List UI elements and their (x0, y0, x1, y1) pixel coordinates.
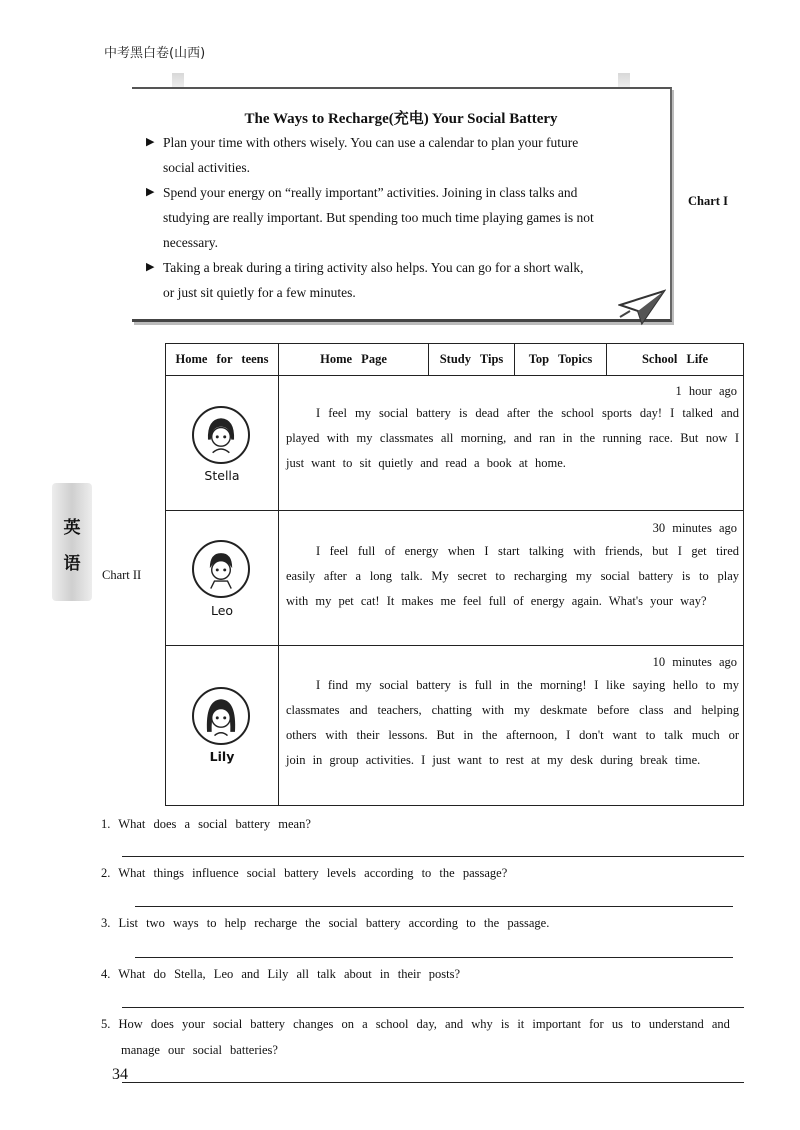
answer-line-4[interactable] (122, 1007, 744, 1008)
tip-2-line-3: necessary. (163, 235, 218, 250)
posts-table (165, 375, 744, 806)
chart2-label: Chart II (102, 568, 142, 582)
side-tab-char-2: 语 (63, 554, 81, 574)
avatar-lily-icon (192, 687, 250, 745)
avatar-leo-icon (192, 540, 250, 598)
header-title: 中考黑白卷(山西) (104, 46, 206, 61)
forum-nav-bar (165, 343, 744, 376)
answer-line-3[interactable] (135, 957, 733, 958)
post-lily (166, 645, 743, 805)
username: Lily (209, 749, 235, 764)
post-time: 10 minutes ago (652, 655, 737, 669)
post-stella (166, 375, 743, 510)
chart1-card (132, 87, 672, 322)
chart1-title: The Ways to Recharge(充电) Your Social Battery (244, 111, 558, 127)
tip-1-line-2: social activities. (163, 160, 250, 175)
post-avatar-col (166, 375, 279, 510)
question-4: 4. What do Stella, Leo and Lily all talk about in their posts? (101, 967, 461, 981)
nav-home-page[interactable]: Home Page (279, 344, 429, 375)
post-time: 30 minutes ago (652, 521, 737, 535)
post-text: I feel my social battery is dead after the school sports day! I talked and played with my classmates all morning, and ran in the running race. But now I just want to sit quietly and read a book at home. (286, 406, 739, 470)
tip-1 (146, 130, 646, 180)
nav-top-topics[interactable]: Top Topics (515, 344, 607, 375)
bullet-icon: ▶ (146, 186, 155, 198)
post-text: I find my social battery is full in the morning! I like saying hello to my classmates and teachers, chatting with my deskmate before class and helping others with their lessons. But in the afternoon, I don't want to talk much or join in group activities. I just want to rest at my desk during break time. (286, 678, 739, 767)
tip-3-line-2: or just sit quietly for a few minutes. (163, 285, 356, 300)
post-time: 1 hour ago (675, 384, 737, 398)
tip-3-line-1: Taking a break during a tiring activity also helps. You can go for a short walk, (163, 260, 584, 275)
tip-2-line-1: Spend your energy on “really important” activities. Joining in class talks and (163, 185, 578, 200)
side-tab (52, 483, 92, 601)
page-number: 34 (112, 1066, 128, 1083)
question-5-cont: manage our social batteries? (121, 1043, 278, 1057)
tip-2-line-2: studying are really important. But spending too much time playing games is not (163, 210, 594, 225)
avatar-stella-icon (192, 406, 250, 464)
chart1-label: Chart I (688, 194, 728, 208)
question-2: 2. What things influence social battery levels according to the passage? (101, 866, 508, 880)
username: Leo (210, 603, 234, 618)
bullet-icon: ▶ (146, 261, 155, 273)
tip-2 (146, 180, 646, 255)
bullet-icon: ▶ (146, 136, 155, 148)
paper-plane-icon (618, 287, 666, 327)
nav-school-life[interactable]: School Life (641, 352, 709, 366)
side-tab-char-1: 英 (63, 518, 81, 538)
question-3: 3. List two ways to help recharge the social battery according to the passage. (101, 916, 550, 930)
post-text: I feel full of energy when I start talking with friends, but I get tired easily after a long talk. My secret to recharging my social battery is to play with my pet cat! It makes me feel full of energy again. What's your way? (286, 544, 739, 608)
tip-1-line-1: Plan your time with others wisely. You can use a calendar to plan your future (163, 135, 579, 150)
nav-study-tips[interactable]: Study Tips (429, 344, 515, 375)
nav-home-for-teens[interactable]: Home for teens (166, 344, 279, 375)
username: Stella (204, 468, 240, 483)
answer-line-5[interactable] (122, 1082, 744, 1083)
post-avatar-col (166, 646, 279, 805)
post-avatar-col (166, 511, 279, 645)
question-5: 5. How does your social battery changes on a school day, and why is it important for us to understand and (101, 1017, 730, 1031)
question-1: 1. What does a social battery mean? (101, 817, 311, 831)
post-leo (166, 510, 743, 645)
answer-line-2[interactable] (135, 906, 733, 907)
answer-line-1[interactable] (122, 856, 744, 857)
tip-3 (146, 255, 646, 305)
